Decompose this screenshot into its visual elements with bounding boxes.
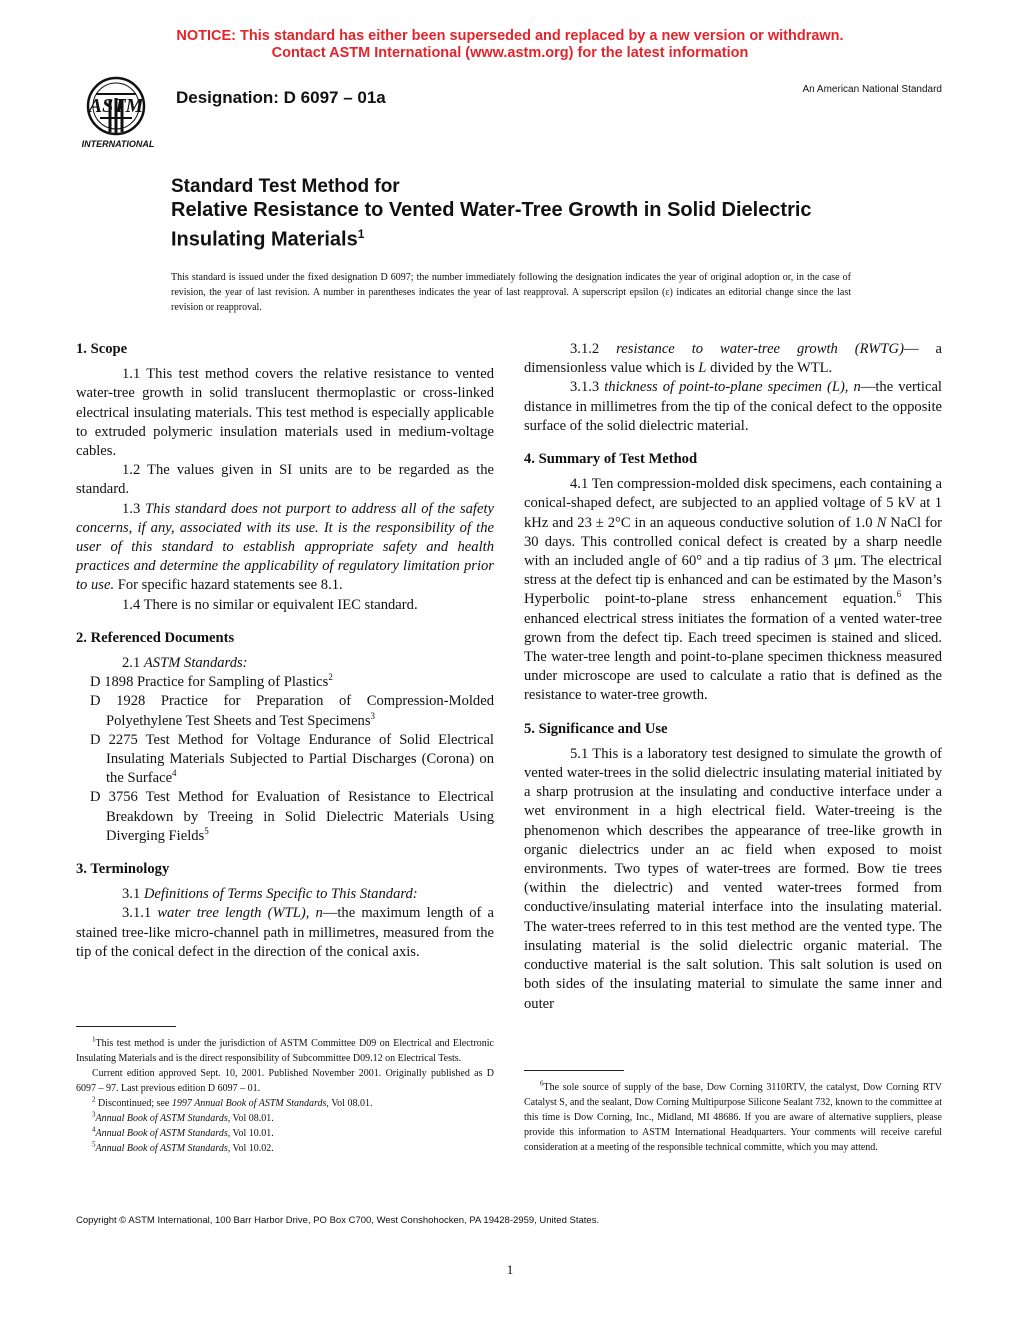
- terminology-3-1-2-number: 3.1.2: [570, 341, 617, 357]
- notice-line-1: NOTICE: This standard has either been superseded and replaced by a new version or withdrawn.: [176, 28, 844, 44]
- footnote-1-mark: 1: [92, 1035, 96, 1044]
- notice-line-2: Contact ASTM International (www.astm.org) for the latest information: [271, 45, 749, 61]
- title-main-text: Relative Resistance to Vented Water-Tree Growth in Solid Dielectric Insulating Materials: [171, 199, 812, 251]
- footnote-2-mark: 2: [92, 1095, 96, 1104]
- terminology-3-1-3-number: 3.1.3: [570, 379, 605, 396]
- scope-1-3-tail: For specific hazard statements see 8.1.: [114, 577, 343, 594]
- footnote-3: [76, 1111, 494, 1126]
- footnote-1: [76, 1036, 494, 1066]
- terminology-3-1-2-term: resistance to water-tree growth (RWTG): [616, 341, 904, 357]
- issuance-note: This standard is issued under the fixed designation D 6097; the number immediately following the designation indicates the year of original adoption or, in the case of revision, the year of last revision. A number in parentheses indicates the year of last reapproval. A superscript epsilon (ε) indicates an editorial change since the last revision or reapproval.: [171, 272, 851, 313]
- left-footnotes: [76, 1036, 494, 1156]
- national-standard-label: An American National Standard: [802, 84, 942, 95]
- reference-d1928-sup: 3: [370, 710, 376, 721]
- section-4-heading: 4. Summary of Test Method: [524, 451, 698, 468]
- reference-d3756-text: D 3756 Test Method for Evaluation of Resistance to Electrical Breakdown by Treeing in Solid Dielectric Materials Using Diverging Fields: [90, 789, 494, 844]
- terminology-3-1-1: [76, 904, 494, 962]
- section-5-heading: 5. Significance and Use: [524, 720, 668, 737]
- summary-4-1: [524, 475, 942, 705]
- reference-d1928: [76, 692, 494, 730]
- footnote-3-text: , Vol 08.01.: [227, 1113, 274, 1124]
- terminology-3-1-2: [524, 340, 942, 378]
- designation: Designation: D 6097 – 01a: [176, 88, 386, 107]
- summary-4-1-text-c: This enhanced electrical stress initiates the formation of a vented water-tree grown from the defect tip. Each treed specimen is stained and sliced. The water-tree length and point-to-plane specimen thickness measured under microscope are used to calculate a ratio that is defined as the resistance to water-tree growth.: [524, 591, 942, 704]
- left-column: [76, 340, 494, 962]
- logo-caption: INTERNATIONAL: [81, 139, 155, 149]
- footnote-2-text-a: Discontinued; see: [95, 1098, 172, 1109]
- footnote-6-text: The sole source of supply of the base, Dow Corning 3110RTV, the catalyst, Dow Corning RTV Catalyst S, and the sealant, Dow Corning Multipurpose Silicone Sealant 732, known to the committee at this time is Dow Corning, Inc., Midland, MI 48686. If you are aware of alternative suppliers, please provide this information to ASTM International Headquarters. Your comments will receive careful consideration at a meeting of the responsible technical committe, which you may attend.: [524, 1082, 942, 1153]
- footnote-5-mark: 5: [92, 1140, 96, 1149]
- footnote-6-mark: 6: [540, 1079, 544, 1088]
- section-2-heading: 2. Referenced Documents: [76, 629, 235, 646]
- terminology-3-1-2-tail: divided by the WTL.: [706, 360, 833, 377]
- terminology-3-1-3: [524, 378, 942, 436]
- terminology-3-1-2-definition: — a dimensionless value which is: [524, 341, 942, 377]
- scope-1-1: 1.1 This test method covers the relative resistance to vented water-tree growth in solid translucent thermoplastic or cross-linked electrical insulating materials. This test method is especially applicable to extruded polymeric insulation materials used in medium-voltage cables.: [76, 366, 494, 460]
- section-1-heading: 1. Scope: [76, 341, 128, 357]
- terminology-3-1-number: 3.1: [122, 886, 144, 903]
- reference-d1928-text: D 1928 Practice for Preparation of Compression-Molded Polyethylene Test Sheets and Test Specimens: [90, 693, 494, 729]
- terminology-3-1-2-symbol: L: [698, 360, 707, 377]
- withdrawal-notice: [0, 28, 1020, 62]
- section-3-heading: 3. Terminology: [76, 861, 170, 878]
- page-number: 1: [506, 1262, 514, 1277]
- footnote-2-book: 1997 Annual Book of ASTM Standards: [171, 1098, 327, 1109]
- summary-4-1-text-b: NaCl for 30 days. This controlled conical defect is created by a sharp needle with an included angle of 60° and a tip radius of 3 μm. The electrical stress at the defect tip is enhanced and can be estimated by the Mason’s Hyperbolic point-to-plane stress enhancement equation.: [524, 514, 943, 608]
- terminology-3-1-3-definition: —the vertical distance in millimetres from the tip of the conical defect to the opposite surface of the solid dielectric material.: [524, 379, 942, 434]
- referenced-2-1-number: 2.1: [122, 655, 144, 672]
- astm-logo: [70, 76, 166, 152]
- left-footnote-rule: [76, 1026, 176, 1027]
- footnote-2-text-b: , Vol 08.01.: [326, 1098, 373, 1109]
- footnote-2: [76, 1096, 494, 1111]
- footnote-1-edition: Current edition approved Sept. 10, 2001. Published November 2001. Originally published as D 6097 – 97. Last previous edition D 6097 – 01.: [76, 1068, 494, 1094]
- significance-5-1: 5.1 This is a laboratory test designed to simulate the growth of vented water-trees in the solid dielectric insulating material initiated by a sharp protrusion at the insulating and conductive interface under a wet environment in a high electrical field. Water-treeing is the phenomenon which describes the appearance of tree-like growth in organic dielectrics under an ac field when exposed to moist environments. Two types of water-trees are formed. Bow tie trees (within the dielectric) and vented water-trees formed from conductive/insulating material interface into the insulating material. The water-trees referred to in this test method are the vented type. The insulating material is the solid dielectric organic material. The conductive material is the salt solution. This salt solution is used on both sides of the insulating material to simulate the same inner and outer: [524, 745, 942, 1012]
- referenced-2-1: [76, 654, 494, 673]
- reference-d2275-sup: 4: [172, 768, 177, 779]
- referenced-2-1-label: ASTM Standards:: [143, 655, 248, 672]
- reference-d3756-sup: 5: [204, 826, 209, 837]
- reference-d1898-sup: 2: [328, 672, 333, 683]
- footnote-4-text: , Vol 10.01.: [227, 1128, 274, 1139]
- terminology-3-1-3-term: thickness of point-to-plane specimen (L), n: [604, 379, 861, 396]
- right-footnote-rule: [524, 1070, 624, 1071]
- document-title: [171, 198, 871, 252]
- footnote-4: [76, 1126, 494, 1141]
- reference-d2275-text: D 2275 Test Method for Voltage Endurance of Solid Electrical Insulating Materials Subjected to Partial Discharges (Corona) on the Surface: [90, 731, 494, 787]
- right-column: [524, 340, 942, 1014]
- footnote-3-book: Annual Book of ASTM Standards: [95, 1113, 228, 1124]
- summary-4-1-text-a: 4.1 Ten compression-molded disk specimens, each containing a conical-shaped defect, are subjected to an applied voltage of 5 kV at 1 kHz and 23 ± 2°C in an aqueous conductive solution of 1.0: [524, 476, 942, 531]
- footnote-1-text: This test method is under the jurisdiction of ASTM Committee D09 on Electrical and Electronic Insulating Materials and is the direct responsibility of Subcommittee D09.12 on Electrical Tests.: [76, 1038, 494, 1064]
- terminology-3-1-label: Definitions of Terms Specific to This Standard:: [143, 886, 418, 903]
- terminology-3-1-1-term: water tree length (WTL), n: [157, 905, 323, 922]
- footnote-5: [76, 1141, 494, 1156]
- footnote-5-book: Annual Book of ASTM Standards: [95, 1143, 228, 1154]
- astm-logo-mark: [70, 76, 166, 152]
- footnote-4-mark: 4: [92, 1125, 96, 1134]
- logo-text: ASTM: [88, 95, 144, 117]
- footnote-6: [524, 1080, 942, 1155]
- summary-4-1-footnote-mark: 6: [896, 589, 902, 600]
- reference-d1898: [76, 673, 494, 692]
- title-footnote-mark: 1: [357, 227, 365, 241]
- footnote-4-book: Annual Book of ASTM Standards: [95, 1128, 228, 1139]
- title-line-1: Standard Test Method for: [171, 176, 400, 197]
- reference-d2275: [76, 731, 494, 789]
- scope-1-3-number: 1.3: [122, 500, 146, 517]
- scope-1-3: [76, 500, 494, 596]
- terminology-3-1-1-number: 3.1.1: [122, 905, 158, 922]
- scope-1-3-italic: This standard does not purport to address all of the safety concerns, if any, associated with its use. It is the responsibility of the user of this standard to establish appropriate safety and health practices and determine the applicability of regulatory limitation prior to use.: [76, 500, 494, 594]
- scope-1-4: 1.4 There is no similar or equivalent IEC standard.: [122, 596, 418, 613]
- scope-1-2: 1.2 The values given in SI units are to be regarded as the standard.: [76, 462, 494, 498]
- footnote-3-mark: 3: [92, 1110, 96, 1119]
- footnote-5-text: , Vol 10.02.: [227, 1143, 274, 1154]
- reference-d1898-text: D 1898 Practice for Sampling of Plastics: [90, 674, 329, 691]
- terminology-3-1: [76, 885, 494, 904]
- terminology-3-1-1-definition: —the maximum length of a stained tree-like micro-channel path in millimetres, measured from the tip of the conical defect in the direction of the conical axis.: [76, 905, 495, 960]
- right-footnotes: [524, 1080, 942, 1155]
- reference-d3756: [76, 788, 494, 846]
- copyright-line: Copyright © ASTM International, 100 Barr Harbor Drive, PO Box C700, West Conshohocken, PA 19428-2959, United States.: [76, 1215, 600, 1226]
- summary-4-1-normality: N: [876, 514, 887, 531]
